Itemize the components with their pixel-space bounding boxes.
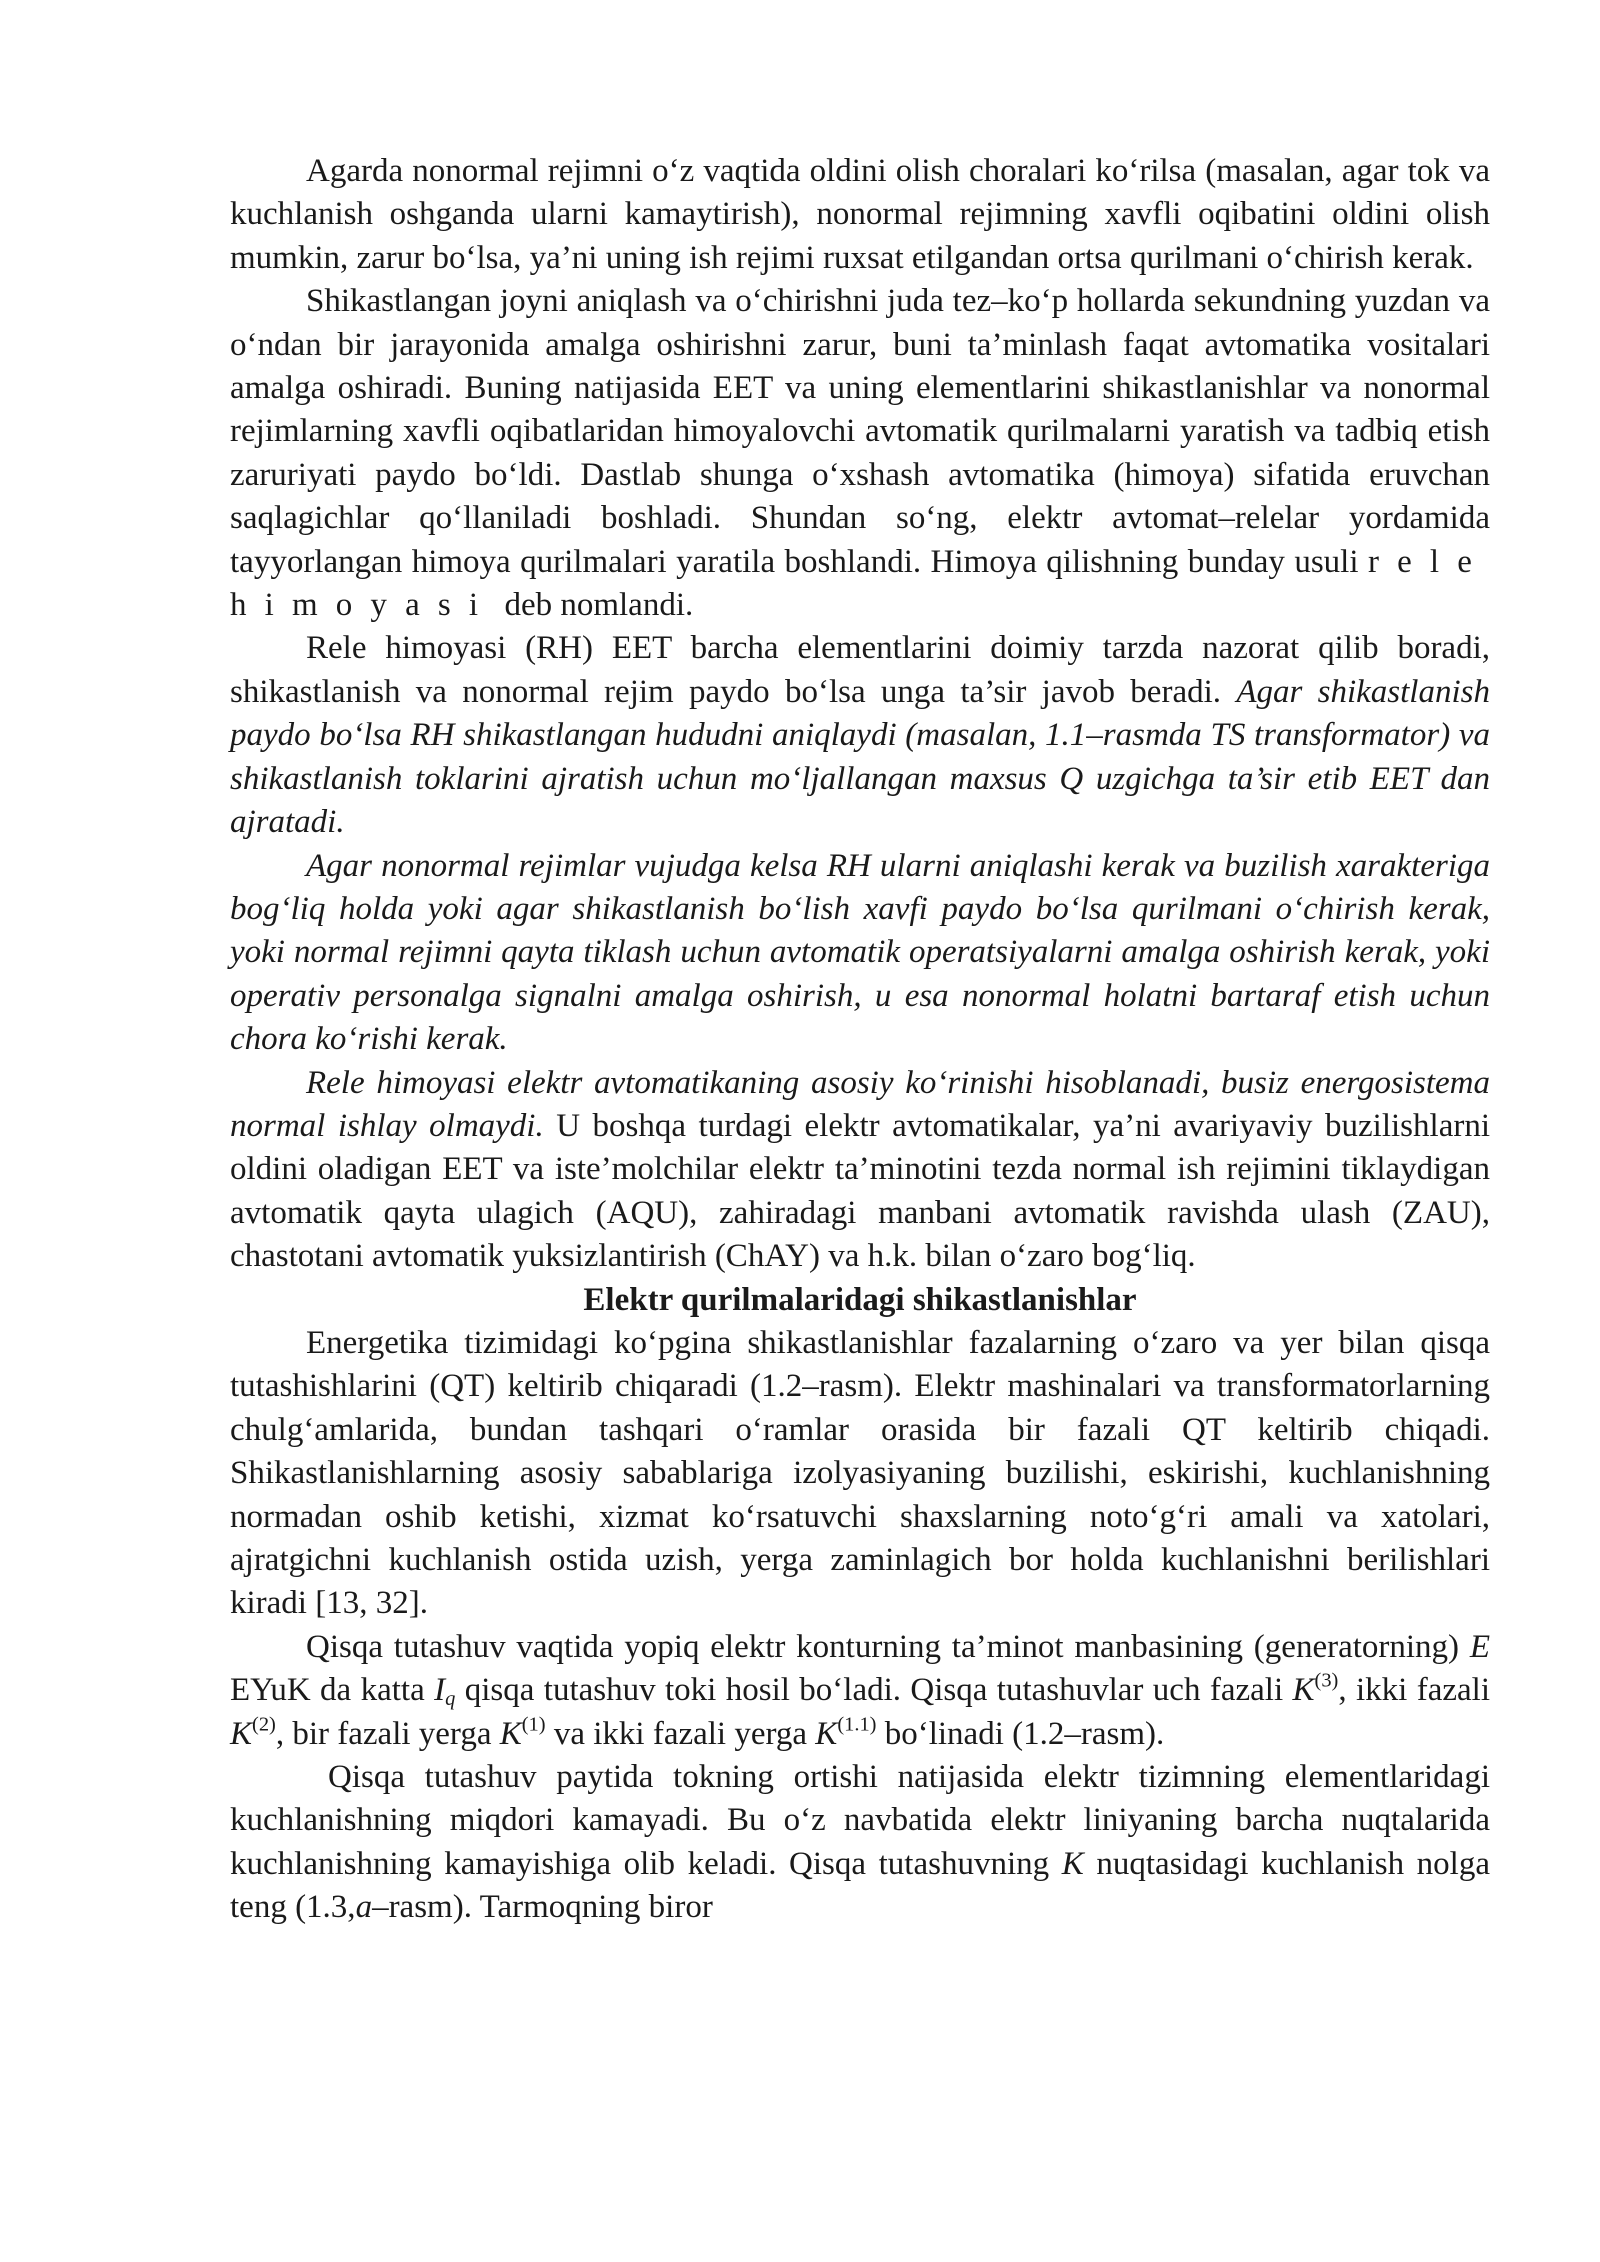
paragraph-7 [230, 1626, 1490, 1756]
k-symbol-1: K [499, 1715, 522, 1752]
paragraph-1: Agarda nonormal rejimni o‘z vaqtida oldini olish choralari ko‘rilsa (masalan, agar tok va kuchlanish oshganda ularni kamaytirish), nonormal rejimning xavfli oqibatini oldini olish mumkin, zarur bo‘lsa, ya’ni uning ish rejimi ruxsat etilgandan ortsa qurilmani o‘chirish kerak. [230, 153, 1490, 276]
k-point-symbol: K [1061, 1845, 1084, 1882]
paragraph-2-text: Shikastlangan joyni aniqlash va o‘chirishni juda tez–ko‘p hollarda sekundning yuzdan va o‘ndan bir jarayonida amalga oshirishni zarur, buni ta’minlash faqat avtomatika vositalari amalga oshiradi. Buning natijasida EET va uning elementlarini shikastlanishlar va nonormal rejimlarning xavfli oqibatlaridan himoyalovchi avtomatik qurilmalarni yaratish va tadbiq etish zaruriyati paydo bo‘ldi. Dastlab shunga o‘xshash avtomatika (himoya) sifatida eruvchan saqlagichlar qo‘llaniladi boshladi. Shundan so‘ng, elektr avtomat–relelar yordamida tayyorlangan himoya qurilmalari yaratila boshlandi. Himoya qilishning bunday usuli [230, 283, 1490, 580]
p7-text-5: , bir fazali yerga [275, 1715, 500, 1752]
paragraph-3 [230, 627, 1490, 844]
p8-text-1: Qisqa tutashuv paytida tokning ortishi natijasida elektr tizimning elementlaridagi kuchlanishning miqdori kamayadi. Bu o‘z navbatida elektr liniyaning barcha nuqtalarida kuchlanishning kamayishiga olib keladi. Qisqa tutashuvning [230, 1759, 1490, 1882]
paragraph-2 [230, 280, 1490, 627]
spaced-term: rele himoyasi [230, 543, 1490, 624]
sup-3: (3) [1314, 1669, 1339, 1692]
paragraph-5-text: U boshqa turdagi elektr avtomatikalar, ya’ni avariyaviy buzilishlarni oldini oladigan EET va iste’molchilar elektr ta’minotini tezda normal ish rejimini tiklaydigan avtomatik qayta ulagich (AQU), zahiradagi manbani avtomatik ravishda ulash (ZAU), chastotani avtomatik yuksizlantirish (ChAY) va h.k. bilan o‘zaro bog‘liq. [230, 1107, 1490, 1275]
p7-text-7: bo‘linadi (1.2–rasm). [876, 1715, 1165, 1752]
sup-1: (1) [521, 1713, 546, 1736]
document-page [230, 150, 1490, 1930]
paragraph-4: Agar nonormal rejimlar vujudga kelsa RH ularni aniqlashi kerak va buzilish xarakteriga bog‘liq holda yoki agar shikastlanish bo‘lish xavfi paydo bo‘lsa qurilmani o‘chirish kerak, yoki normal rejimni qayta tiklash uchun avtomatik operatsiyalarni amalga oshirish kerak, yoki operativ personalga signalni amalga oshirish, u esa nonormal holatni bartaraf etish uchun chora ko‘rishi kerak. [230, 847, 1490, 1058]
k-symbol-11: K [815, 1715, 838, 1752]
p7-text-2: EYuK da katta [230, 1672, 435, 1709]
section-heading: Elektr qurilmalaridagi shikastlanishlar [583, 1281, 1137, 1318]
p7-text-6: va ikki fazali yerga [545, 1715, 816, 1752]
paragraph-5-italic: Rele himoyasi elektr avtomatikaning asosiy ko‘rinishi hisoblanadi, busiz energosistema normal ishlay olmaydi. [230, 1064, 1490, 1144]
sup-2: (2) [252, 1713, 276, 1736]
sup-1-1: (1.1) [837, 1713, 877, 1736]
figure-letter-a: a [355, 1889, 373, 1926]
current-subscript: q [445, 1688, 456, 1711]
paragraph-3-text: Rele himoyasi (RH) EET barcha elementlarini doimiy tarzda nazorat qilib boradi, shikastlanish va nonormal rejim paydo bo‘lsa unga ta’sir javob beradi. [230, 630, 1490, 710]
paragraph-6: Energetika tizimidagi ko‘pgina shikastlanishlar fazalarning o‘zaro va yer bilan qisqa tutashishlarini (QT) keltirib chiqaradi (1.2–rasm). Elektr mashinalari va transformatorlarning chulg‘amlarida, bundan tashqari o‘ramlar orasida bir fazali QT keltirib chiqadi. Shikastlanishlarning asosiy sabablariga izolyasiyaning buzilishi, eskirishi, kuchlanishning normadan oshib ketishi, xizmat ko‘rsatuvchi shaxslarning noto‘g‘ri amali va xatolari, ajratgichni kuchlanish ostida uzish, yerga zaminlagich bor holda kuchlanishni berilishlari kiradi [13, 32]. [230, 1324, 1490, 1622]
p8-text-2: nuqtasidagi kuchlanish nolga teng (1.3, [230, 1845, 1490, 1926]
p7-text-4: , ikki fazali [1338, 1672, 1490, 1709]
p7-text-1: Qisqa tutashuv vaqtida yopiq elektr konturning ta’minot manbasining (generatorning) [306, 1628, 1470, 1665]
paragraph-8 [230, 1756, 1490, 1930]
paragraph-2-end: deb nomlandi. [496, 587, 694, 624]
current-symbol: I [434, 1672, 446, 1709]
paragraph-5 [230, 1062, 1490, 1279]
emf-symbol: E [1469, 1628, 1490, 1665]
paragraph-3-italic: Agar shikastlanish paydo bo‘lsa RH shikastlangan hududni aniqlaydi (masalan, 1.1–rasmda TS transformator) va shikastlanish toklarini ajratish uchun mo‘ljallangan maxsus Q uzgichga ta’sir etib EET dan ajratadi. [230, 673, 1490, 841]
p8-text-3: –rasm). Tarmoqning biror [372, 1889, 713, 1926]
k-symbol-2: K [230, 1715, 253, 1752]
p7-text-3: qisqa tutashuv toki hosil bo‘ladi. Qisqa tutashuvlar uch fazali [455, 1672, 1293, 1709]
k-symbol-3: K [1292, 1672, 1315, 1709]
